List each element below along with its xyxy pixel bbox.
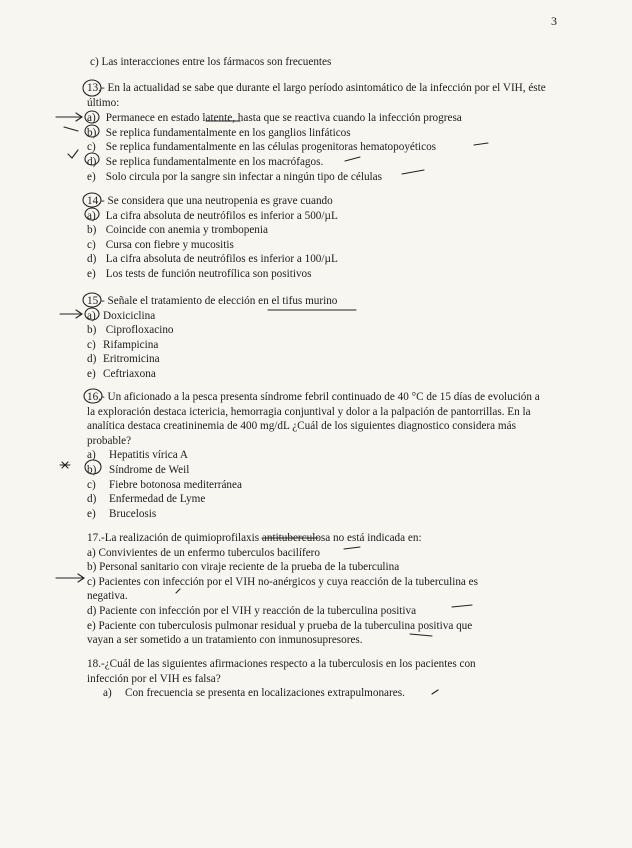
question-15-option-b: b) Ciprofloxacino	[87, 324, 174, 337]
question-17-option-b: b) Personal sanitario con viraje reciente de la prueba de la tuberculina	[87, 561, 400, 574]
question-15-option-e: e) Ceftriaxona	[87, 367, 156, 380]
question-16-option-c: c) Fiebre botonosa mediterránea	[87, 478, 242, 491]
question-18-stem: 18.-¿Cuál de las siguientes afirmaciones respecto a la tuberculosis en los pacientes con	[87, 658, 476, 670]
question-17-option-c: c) Pacientes con infección por el VIH no-anérgicos y cuya reacción de la tuberculina es	[87, 575, 478, 588]
question-17-option-d: d) Paciente con infección por el VIH y reacción de la tuberculina positiva	[87, 604, 417, 617]
question-18-stem-cont: infección por el VIH es falsa?	[87, 672, 221, 685]
arrow-mark-q17c	[56, 574, 84, 582]
check-mark-q13d	[68, 150, 78, 158]
previous-question-tail	[87, 55, 547, 70]
question-15	[87, 294, 547, 382]
question-14	[87, 194, 547, 282]
question-15-option-a: a) Doxiciclina	[87, 309, 156, 322]
question-13-option-c: c) Se replica fundamentalmente en las células progenitoras hematopoyéticos	[87, 141, 437, 154]
question-16-option-a: a) Hepatitis vírica A	[87, 449, 188, 462]
question-13-stem-cont: último:	[87, 96, 120, 109]
question-16-stem-line-3: analítica destaca creatininemia de 400 mg/dL ¿Cuál de los siguientes diagnostico considera más	[87, 420, 516, 433]
question-13-option-b: b) Se replica fundamentalmente en los ganglios linfáticos	[87, 126, 351, 139]
page-number: 3	[551, 14, 557, 28]
prev-option-c: c) Las interacciones entre los fármacos son frecuentes	[90, 56, 332, 68]
question-13-option-a: a) Permanece en estado latente, hasta que se reactiva cuando la infección progresa	[87, 112, 462, 125]
question-16-stem-line-2: la exploración destaca ictericia, hemorragia conjuntival y dolor a la palpación de pantorrillas. En la	[87, 405, 531, 418]
question-13-option-d: d) Se replica fundamentalmente en los macrófagos.	[87, 155, 324, 168]
question-13-stem: 13.- En la actualidad se sabe que durante el largo período asintomático de la infección por el VIH, éste	[87, 82, 546, 94]
question-17	[87, 531, 547, 648]
question-17-option-a: a) Convivientes de un enfermo tuberculos bacilífero	[87, 546, 321, 559]
question-15-option-c: c) Rifampicina	[87, 338, 159, 351]
arrow-mark-q13a	[56, 113, 82, 121]
question-16-option-d: d) Enfermedad de Lyme	[87, 493, 206, 506]
question-17-option-c-cont: negativa.	[87, 590, 128, 603]
question-16-stem-line-4: probable?	[87, 434, 132, 447]
question-14-option-b: b) Coincide con anemia y trombopenia	[87, 224, 268, 237]
question-16	[87, 390, 547, 521]
question-13	[87, 81, 547, 184]
question-14-option-c: c) Cursa con fiebre y mucositis	[87, 238, 234, 251]
star-mark-q16b	[60, 462, 70, 468]
tick-mark-q13b	[64, 127, 78, 131]
question-18-option-a: a) Con frecuencia se presenta en localizaciones extrapulmonares.	[103, 687, 405, 700]
question-18	[87, 657, 547, 701]
question-16-stem: 16.- Un aficionado a la pesca presenta síndrome febril continuado de 40 °C de 15 días de evolución a	[87, 391, 540, 403]
question-13-option-e: e) Solo circula por la sangre sin infectar a ningún tipo de células	[87, 170, 382, 183]
question-14-option-d: d) La cifra absoluta de neutrófilos es inferior a 100/µL	[87, 253, 338, 266]
question-16-option-b: b) Síndrome de Weil	[87, 463, 190, 476]
question-14-option-e: e) Los tests de función neutrofílica son positivos	[87, 267, 312, 280]
question-14-stem: 14.- Se considera que una neutropenia es grave cuando	[87, 195, 333, 207]
question-16-option-e: e) Brucelosis	[87, 507, 157, 520]
question-17-stem: 17.-La realización de quimioprofilaxis antituberculosa no está indicada en:	[87, 532, 422, 544]
question-17-option-e: e) Paciente con tuberculosis pulmonar residual y prueba de la tuberculina positiva que	[87, 619, 473, 632]
question-14-option-a: a) La cifra absoluta de neutrófilos es inferior a 500/µL	[87, 209, 338, 222]
question-15-option-d: d) Eritromicina	[87, 353, 160, 366]
arrow-mark-q15a	[60, 310, 82, 318]
question-15-stem: 15.- Señale el tratamiento de elección en el tifus murino	[87, 295, 338, 307]
question-17-option-e-cont: vayan a ser sometido a un tratamiento con inmunosupresores.	[87, 634, 363, 647]
